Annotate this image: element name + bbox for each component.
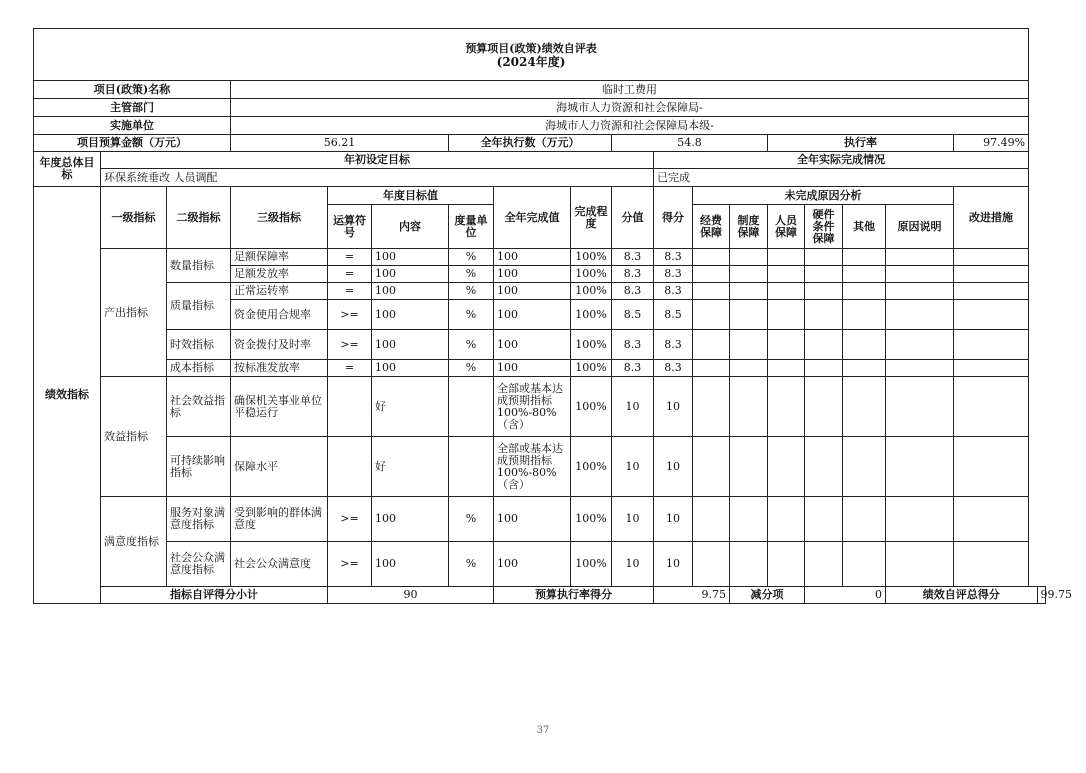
- points-cell: 10: [612, 377, 654, 437]
- unit-label: 实施单位: [34, 117, 231, 135]
- content-header: 内容: [372, 205, 449, 249]
- op-cell: [328, 377, 372, 437]
- total-label: 绩效自评总得分: [886, 587, 1038, 604]
- op-cell: >=: [328, 542, 372, 587]
- content-cell: 好: [372, 437, 449, 497]
- unit-value: 海城市人力资源和社会保障局本级-: [231, 117, 1029, 135]
- cause-hardware-header: 硬件条件保障: [805, 205, 843, 249]
- l3-cell: 受到影响的群体满意度: [231, 497, 328, 542]
- op-cell: =: [328, 283, 372, 300]
- page-subtitle: (2024年度): [496, 55, 566, 69]
- degree-cell: 100%: [571, 437, 612, 497]
- initial-goal: 环保系统垂改 人员调配: [101, 169, 654, 187]
- deduct-value: 0: [805, 587, 886, 604]
- degree-cell: 100%: [571, 360, 612, 377]
- content-cell: 100: [372, 330, 449, 360]
- dept-label: 主管部门: [34, 99, 231, 117]
- l3-cell: 资金拨付及时率: [231, 330, 328, 360]
- l3-header: 三级指标: [231, 187, 328, 249]
- content-cell: 100: [372, 300, 449, 330]
- unit-cell: %: [449, 330, 494, 360]
- score-header: 得分: [654, 187, 693, 249]
- op-cell: =: [328, 360, 372, 377]
- l2-social: 社会效益指标: [167, 377, 231, 437]
- degree-cell: 100%: [571, 377, 612, 437]
- budget-score-value: 9.75: [654, 587, 730, 604]
- unit-cell: %: [449, 283, 494, 300]
- content-cell: 100: [372, 283, 449, 300]
- exec-label: 全年执行数（万元）: [449, 135, 612, 152]
- l1-satisfaction: 满意度指标: [101, 497, 167, 587]
- degree-cell: 100%: [571, 283, 612, 300]
- improve-header: 改进措施: [954, 187, 1029, 249]
- score-cell: 8.3: [654, 360, 693, 377]
- value-cell: 100: [494, 497, 571, 542]
- content-cell: 100: [372, 360, 449, 377]
- cause-note-header: 原因说明: [886, 205, 954, 249]
- project-name: 临时工费用: [231, 81, 1029, 99]
- value-cell: 100: [494, 283, 571, 300]
- score-cell: 8.3: [654, 330, 693, 360]
- budget-value: 56.21: [231, 135, 449, 152]
- l2-service: 服务对象满意度指标: [167, 497, 231, 542]
- perf-indicator-label: 绩效指标: [34, 187, 101, 604]
- l2-time: 时效指标: [167, 330, 231, 360]
- op-cell: >=: [328, 497, 372, 542]
- l3-cell: 按标准发放率: [231, 360, 328, 377]
- value-cell: 100: [494, 249, 571, 266]
- points-cell: 10: [612, 497, 654, 542]
- points-cell: 10: [612, 437, 654, 497]
- degree-cell: 100%: [571, 249, 612, 266]
- points-cell: 8.3: [612, 283, 654, 300]
- annual-goal-label: 年度总体目标: [34, 152, 101, 187]
- l3-cell: 社会公众满意度: [231, 542, 328, 587]
- op-cell: =: [328, 249, 372, 266]
- points-cell: 8.3: [612, 330, 654, 360]
- l2-quantity: 数量指标: [167, 249, 231, 283]
- title-cell: [34, 29, 1029, 81]
- points-cell: 8.5: [612, 300, 654, 330]
- points-header: 分值: [612, 187, 654, 249]
- unit-cell: [449, 437, 494, 497]
- points-cell: 10: [612, 542, 654, 587]
- points-cell: 8.3: [612, 266, 654, 283]
- value-cell: 100: [494, 330, 571, 360]
- content-cell: 100: [372, 497, 449, 542]
- annual-target-header: 年度目标值: [328, 187, 494, 205]
- l2-public: 社会公众满意度指标: [167, 542, 231, 587]
- l3-cell: 资金使用合规率: [231, 300, 328, 330]
- degree-cell: 100%: [571, 300, 612, 330]
- score-cell: 10: [654, 497, 693, 542]
- value-cell: 全部或基本达成预期指标100%-80%（含）: [494, 437, 571, 497]
- points-cell: 8.3: [612, 249, 654, 266]
- unit-header: 度量单位: [449, 205, 494, 249]
- op-cell: =: [328, 266, 372, 283]
- score-cell: 10: [654, 437, 693, 497]
- project-name-label: 项目(政策)名称: [34, 81, 231, 99]
- cause-other-header: 其他: [843, 205, 886, 249]
- points-cell: 8.3: [612, 360, 654, 377]
- op-header: 运算符号: [328, 205, 372, 249]
- l2-cost: 成本指标: [167, 360, 231, 377]
- unit-cell: %: [449, 360, 494, 377]
- subtotal-value: 90: [328, 587, 494, 604]
- unit-cell: %: [449, 497, 494, 542]
- l1-output: 产出指标: [101, 249, 167, 377]
- unfinished-header: 未完成原因分析: [693, 187, 954, 205]
- unit-cell: %: [449, 542, 494, 587]
- score-cell: 8.3: [654, 249, 693, 266]
- score-cell: 10: [654, 377, 693, 437]
- l1-benefit: 效益指标: [101, 377, 167, 497]
- unit-cell: %: [449, 249, 494, 266]
- unit-cell: [449, 377, 494, 437]
- subtotal-label: 指标自评得分小计: [101, 587, 328, 604]
- score-cell: 8.5: [654, 300, 693, 330]
- l3-cell: 确保机关事业单位平稳运行: [231, 377, 328, 437]
- value-cell: 全部或基本达成预期指标100%-80%（含）: [494, 377, 571, 437]
- rate-label: 执行率: [768, 135, 954, 152]
- degree-header: 完成程度: [571, 187, 612, 249]
- cause-funding-header: 经费保障: [693, 205, 730, 249]
- budget-label: 项目预算金额（万元）: [34, 135, 231, 152]
- initial-goal-label: 年初设定目标: [101, 152, 654, 169]
- value-cell: 100: [494, 542, 571, 587]
- page-number: 37: [536, 725, 550, 736]
- value-cell: 100: [494, 360, 571, 377]
- content-cell: 100: [372, 542, 449, 587]
- l3-cell: 足额保障率: [231, 249, 328, 266]
- op-cell: >=: [328, 300, 372, 330]
- l3-cell: 足额发放率: [231, 266, 328, 283]
- l3-cell: 保障水平: [231, 437, 328, 497]
- op-cell: [328, 437, 372, 497]
- l1-header: 一级指标: [101, 187, 167, 249]
- unit-cell: %: [449, 266, 494, 283]
- cause-system-header: 制度保障: [730, 205, 768, 249]
- l2-header: 二级指标: [167, 187, 231, 249]
- value-cell: 100: [494, 266, 571, 283]
- exec-value: 54.8: [612, 135, 768, 152]
- degree-cell: 100%: [571, 497, 612, 542]
- op-cell: >=: [328, 330, 372, 360]
- degree-cell: 100%: [571, 542, 612, 587]
- actual-goal: 已完成: [654, 169, 1029, 187]
- unit-cell: %: [449, 300, 494, 330]
- page-title: 预算项目(政策)绩效自评表: [465, 42, 597, 55]
- content-cell: 好: [372, 377, 449, 437]
- content-cell: 100: [372, 266, 449, 283]
- l2-quality: 质量指标: [167, 283, 231, 330]
- budget-score-label: 预算执行率得分: [494, 587, 654, 604]
- score-cell: 8.3: [654, 266, 693, 283]
- l3-cell: 正常运转率: [231, 283, 328, 300]
- rate-value: 97.49%: [954, 135, 1029, 152]
- degree-cell: 100%: [571, 266, 612, 283]
- value-cell: 100: [494, 300, 571, 330]
- self-evaluation-table: [33, 28, 1073, 604]
- l2-sustain: 可持续影响指标: [167, 437, 231, 497]
- score-cell: 8.3: [654, 283, 693, 300]
- degree-cell: 100%: [571, 330, 612, 360]
- score-cell: 10: [654, 542, 693, 587]
- deduct-label: 减分项: [730, 587, 805, 604]
- cause-staff-header: 人员保障: [768, 205, 805, 249]
- total-value: 99.75: [1037, 587, 1045, 604]
- dept-value: 海城市人力资源和社会保障局-: [231, 99, 1029, 117]
- full-year-header: 全年完成值: [494, 187, 571, 249]
- content-cell: 100: [372, 249, 449, 266]
- actual-goal-label: 全年实际完成情况: [654, 152, 1029, 169]
